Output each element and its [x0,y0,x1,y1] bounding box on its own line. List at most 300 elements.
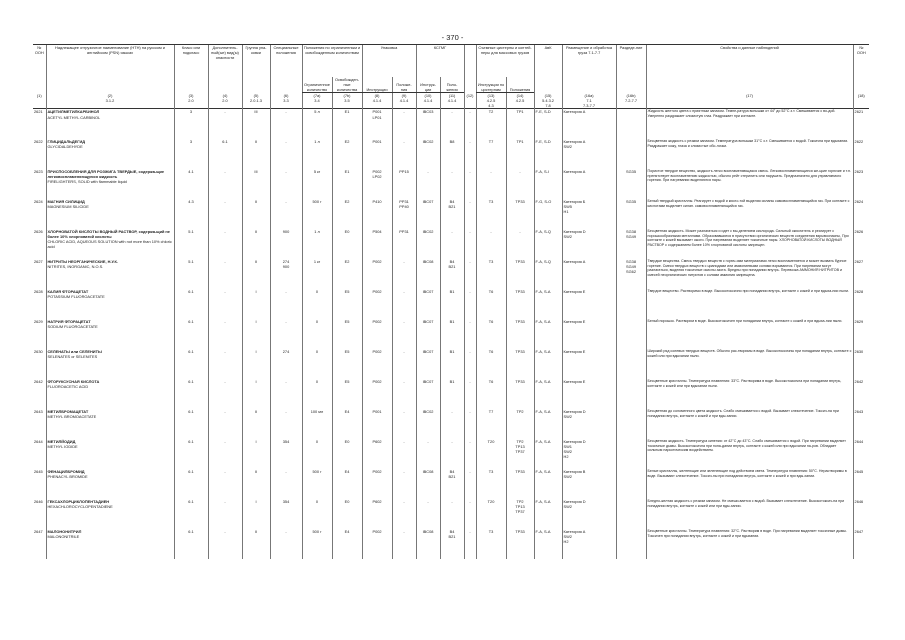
ems: F-A, S-A [534,379,562,409]
ibc-instruction: IBC07 [416,379,440,409]
special-provisions: - [270,469,302,499]
excepted-quantity: E4 [332,529,362,559]
class: 3 [174,139,208,169]
properties: Широкий ряд солевых твердых веществ. Обычно рас-творимы в воде. Высокотоксичны при попадании внутрь, контакте с кожей или при вдыхании пыли. [646,349,853,379]
properties: Бесцветные кристаллы. Температура плавления: 33°C. Растворима в воде. Высокотоксична при попадании внутрь, контакте с кожей или при вдыхании пыли. [646,379,853,409]
col-un: № ООН [33,45,46,93]
ibc-instruction: IBC07 [416,319,440,349]
excepted-quantity: E2 [332,199,362,229]
properties: Бесцветная жидкость. Может разлагаться и идет с вы-делением кислорода. Сильный окислитель и реагирует с порошкообразными металлами. Образовавшиеся в присутствии органических веществ соединения взрывоопасны. При контакте с кожей вызывает ожоги. При нагревании выделяет токсичные пары. ХЛОРНОВАТОЙ КИСЛОТЫ ВОДНЫЙ РАСТВОР с содержанием более 10% хлорноватой кислоты запрещен. [646,229,853,259]
sub-tank-instr: Инструкции по цистернам [476,77,506,93]
un-number: 2622 [34,138,43,144]
un-number: 2630 [34,348,43,354]
special-provisions: 900 [270,229,302,259]
un-number: 2627 [34,258,43,264]
packing-instruction: P002 LP02 [362,169,392,199]
packing-provision: - [392,469,416,499]
class: 4.3 [174,199,208,229]
limited-quantity: 500 г [302,199,332,229]
column-number: (5) 2.0.1.3 [242,93,270,109]
name-ru: ГЛИЦИДАЛЬДЕГИД [47,138,86,144]
column-number: (11) 4.1.4 [440,93,464,109]
class: 6.1 [174,439,208,469]
ibc-instruction: - [416,169,440,199]
col-12-cell: - [464,409,476,439]
subsidiary-risk: - [208,199,242,229]
name-ru: ФТОРУКСУСНАЯ КИСЛОТА [47,378,100,384]
special-provisions: - [270,109,302,139]
tank-provision: TP2 TP13 TP37 [506,439,534,469]
ems: F-A, S-A [534,349,562,379]
col-12-cell: - [464,109,476,139]
proper-shipping-name [46,349,174,379]
page-number: - 370 - [441,33,464,42]
col-12-cell: - [464,469,476,499]
excepted-quantity: E4 [332,409,362,439]
stowage: Категория А [562,169,616,199]
ems: F-A, S-A [534,409,562,439]
packing-group: II [242,259,270,289]
ibc-provision: B4 B21 [440,199,464,229]
col-12-cell: - [464,199,476,229]
limited-quantity: 100 мл [302,409,332,439]
name-en: FIRELIGHTERS, SOLID with flammable liquid [47,179,127,185]
excepted-quantity: E0 [332,439,362,469]
proper-shipping-name [46,229,174,259]
ibc-instruction: - [416,499,440,529]
packing-group: II [242,229,270,259]
ibc-provision: B1 [440,289,464,319]
name-en: MALONONITRILE [47,534,80,540]
ibc-provision: B8 [440,139,464,169]
segregation [616,499,646,529]
stowage: Категория A SW2 H2 [562,529,616,559]
tank-provision: TP33 [506,469,534,499]
column-number: (1) [36,92,42,98]
subsidiary-risk: - [208,109,242,139]
ibc-provision: B4 B21 [440,529,464,559]
excepted-quantity: E5 [332,289,362,319]
tank-provision: - [506,169,534,199]
special-provisions: - [270,199,302,229]
packing-instruction: P002 [362,259,392,289]
column-number: (9) 4.1.4 [392,93,416,109]
proper-shipping-name [46,499,174,529]
un-number-right: 2629 [853,319,869,349]
properties: Пористое твердое вещество, жидкость легко воспламеняющаяся смесь. Легковоспламеняющиеся же-цкие горючие и т.п. препятствует воспламенению жидкостью, обычно рейт стерилить или нарушать. Предназначено для управляемого горения. При нагревании выделяются пары. [646,169,853,199]
limited-quantity: 5 кг [302,169,332,199]
ibc-provision: B4 B21 [440,469,464,499]
stowage: Категория А SW2 [562,139,616,169]
ems: F-A, S-I [534,169,562,199]
packing-instruction: P002 [362,349,392,379]
stowage: Категория E [562,319,616,349]
packing-instruction: P001 LP01 [362,109,392,139]
un-number-right: 2621 [853,109,869,139]
stowage: Категория D SW2 [562,409,616,439]
ibc-instruction: IBC07 [416,349,440,379]
properties: Бесцветная жидкость с резким запахом. Температура вспышки 31°С з.т. Смешивается с водой. Токсична при вдыхании. Раздражает кожу, глаза и слизистые обо-лочки. [646,139,853,169]
un-number: 2626 [34,228,43,234]
column-numbers-row [33,93,869,109]
packing-provision: - [392,529,416,559]
name-en: HEXACHLOROCYCLOPENTADIENE [47,504,113,510]
packing-group: I [242,499,270,529]
properties: Белые кристаллы, желтеющие или зеленеющие под действием света. Температура плавления: 50°C. Нерастворимы в воде. Вызывают слезотечение. Токсич-ны при попадании внутрь, контакте с кожей и при вды-хании. [646,469,853,499]
ibc-instruction: IBC08 [416,259,440,289]
sub-limited: Ограниченное количество [302,77,332,93]
column-number: (16b) 7.2-7.7 [616,93,646,109]
tank-provision: TP1 [506,139,534,169]
ems: F-A, S-A [534,319,562,349]
name-en: CHLORIC ACID, AQUEOUS SOLUTION with not more than 10% chloric acid [47,239,172,250]
packing-group: II [242,409,270,439]
name-ru: НИТРИТЫ НЕОРГАНИЧЕСКИЕ, Н.У.К. [47,258,118,264]
class: 5.1 [174,259,208,289]
packing-provision: - [392,259,416,289]
table-row [33,379,869,409]
ems: F-A, S-A [534,469,562,499]
segregation [616,379,646,409]
column-number: (13) 4.2.5 4.3 [476,93,506,109]
segregation [616,529,646,559]
proper-shipping-name [46,379,174,409]
table-row [33,289,869,319]
special-provisions: - [270,169,302,199]
class: 6.1 [174,289,208,319]
name-ru: ХЛОРНОВАТОЙ КИСЛОТЫ ВОДНЫЙ РАСТВОР, содержа-щий не более 10% хлорноватой кислоты [47,228,170,240]
proper-shipping-name [46,259,174,289]
un-number: 2645 [34,468,43,474]
un-number-right: 2623 [853,169,869,199]
class: 6.1 [174,499,208,529]
table-row [33,229,869,259]
name-en: ACETYL METHYL CARBINOL [47,114,101,120]
col-12-cell: - [464,439,476,469]
packing-provision: - [392,289,416,319]
ems: F-E, S-D [534,139,562,169]
tank-provision: TP33 [506,289,534,319]
column-number: (2) 3.1.2 [46,93,174,109]
special-provisions: - [270,139,302,169]
packing-instruction: P001 [362,139,392,169]
col-12-cell: - [464,289,476,319]
segregation [616,439,646,469]
sub-ibc-instr: Инструк-ции [416,77,440,93]
limited-quantity: 1 л [302,229,332,259]
packing-group: I [242,289,270,319]
ibc-provision: - [440,409,464,439]
col-12 [464,45,476,93]
proper-shipping-name [46,109,174,139]
class: 6.1 [174,319,208,349]
packing-provision: - [392,439,416,469]
stowage: Категория D SW2 [562,229,616,259]
proper-shipping-name [46,409,174,439]
table-row [33,409,869,439]
column-number: (4) 2.0 [208,93,242,109]
name-en: MAGNESIUM SILICIDE [47,204,89,210]
packing-provision: - [392,499,416,529]
limited-quantity: 0 [302,349,332,379]
col-12-cell: - [464,229,476,259]
name-ru: СЕЛЕНАТЫ или СЕЛЕНИТЫ [47,348,102,354]
packing-provision: - [392,319,416,349]
col-12-cell: - [464,349,476,379]
col-packing-group: Группа упа-ковки [242,45,270,93]
packing-provision: - [392,139,416,169]
excepted-quantity: E2 [332,139,362,169]
class: 6.1 [174,379,208,409]
stowage: Категория E [562,289,616,319]
segregation [616,139,646,169]
un-number: 2647 [34,528,43,534]
table-row [33,169,869,199]
name-en: METHYL IODIDE [47,444,78,450]
limited-quantity: 0 [302,379,332,409]
limited-quantity: 5 л [302,109,332,139]
packing-group: I [242,349,270,379]
ems: F-E, S-D [534,109,562,139]
special-provisions: - [270,319,302,349]
proper-shipping-name [46,319,174,349]
ibc-instruction: IBC08 [416,469,440,499]
col-packaging: Упаковка [362,45,416,78]
name-en: NITRITES, INORGANIC, N.O.S. [47,264,104,270]
tank-instruction: T3 [476,469,506,499]
tank-provision: TP33 [506,319,534,349]
tank-provision: - [506,229,534,259]
tank-instruction: T6 [476,289,506,319]
name-en: METHYL BROMOACETATE [47,414,97,420]
col-ems: АвК [534,45,562,93]
table-row [33,199,869,229]
column-number: (14) 4.2.5 [506,93,534,109]
subsidiary-risk: 6.1 [208,139,242,169]
packing-provision: PP15 [392,169,416,199]
subsidiary-risk: - [208,439,242,469]
stowage: Категория D SW1 SW2 H2 [562,439,616,469]
stowage: Категория B SW2 [562,469,616,499]
special-provisions: - [270,289,302,319]
name-ru: НАТРИЯ ФТОРАЦЕТАТ [47,318,91,324]
subsidiary-risk: - [208,259,242,289]
col-class: Класс или подкласс [174,45,208,93]
packing-instruction: P602 [362,439,392,469]
name-ru: ГЕКСАХЛОРЦИКЛОПЕНТАДИЕН [47,498,110,504]
tank-provision: TP33 [506,349,534,379]
stowage: Категория E [562,379,616,409]
un-number: 2624 [34,198,43,204]
proper-shipping-name [46,289,174,319]
segregation [616,409,646,439]
col-tanks: Съемные цистерны и контей-неры для массовых грузов [476,45,534,78]
ibc-provision: B4 B21 [440,259,464,289]
excepted-quantity: E2 [332,259,362,289]
properties: Бесцветная жидкость. Температура кипения: от 42°C до 43°C. Слабо смешивается с водой. При нагревании выделяет токсичные дымы. Высокотоксична при попа-дании внутрь, контакте с кожей или при вдыхании па-ров. Обладает сильным наркотическим воздействием. [646,439,853,469]
ibc-provision: - [440,169,464,199]
column-number: (18) [853,93,869,109]
packing-group: II [242,529,270,559]
packing-group: I [242,379,270,409]
special-provisions: 354 [270,499,302,529]
tank-instruction: T3 [476,199,506,229]
proper-shipping-name [46,469,174,499]
tank-instruction: T20 [476,499,506,529]
packing-instruction: P002 [362,319,392,349]
special-provisions: - [270,379,302,409]
packing-instruction: P410 [362,199,392,229]
un-number-right: 2646 [853,499,869,529]
name-ru: ПРИСПОСОБЛЕНИЯ ДЛЯ РОЗЖИГА ТВЕРДЫЕ, содержа-щие легковоспламеняющуюся жидкость [47,168,165,180]
column-number: (10) 4.1.4 [416,93,440,109]
class: 6.1 [174,469,208,499]
segregation [616,289,646,319]
packing-group: III [242,169,270,199]
special-provisions: 354 [270,439,302,469]
segregation: SG35 [616,169,646,199]
proper-shipping-name [46,439,174,469]
col-un-right: № ООН [853,45,869,93]
proper-shipping-name [46,529,174,559]
tank-provision: TP1 [506,109,534,139]
tank-provision: TP33 [506,199,534,229]
un-number-right: 2630 [853,349,869,379]
packing-group: I [242,439,270,469]
subsidiary-risk: - [208,469,242,499]
name-ru: МАГНИЯ СИЛИЦИД [47,198,85,204]
un-number-right: 2643 [853,409,869,439]
column-number: (8) 4.1.4 [362,93,392,109]
properties: Твердое вещество. Растворимо в воде. Высокотоксично при попадании внутрь, контакте с кожей и при вдыха-нии пыли. [646,289,853,319]
excepted-quantity: E5 [332,319,362,349]
proper-shipping-name [46,139,174,169]
packing-instruction: P504 [362,229,392,259]
column-number: (17) [646,93,853,109]
col-12-cell: - [464,259,476,289]
subsidiary-risk: - [208,319,242,349]
packing-group: III [242,109,270,139]
packing-instruction: P002 [362,469,392,499]
name-en: GLYCIDALDEHYDE [47,144,83,150]
tank-instruction: T20 [476,439,506,469]
ibc-provision: B1 [440,379,464,409]
tank-provision: TP33 [506,259,534,289]
ibc-instruction: - [416,439,440,469]
sub-prov: Положе-ния [392,77,416,93]
stowage: Категория E [562,349,616,379]
name-ru: МАЛОНОНИТРИЛ [47,528,82,534]
ibc-instruction: IBC02 [416,229,440,259]
properties: Бесцветные кристаллы. Температура плавления: 32°C. Растворим в воде. При нагревании выделяет токсичные дымы. Токсичен при попадании внутрь, контакте с кожей и при вдыхании. [646,529,853,559]
un-number: 2628 [34,288,43,294]
segregation [616,319,646,349]
col-12-cell: - [464,319,476,349]
packing-group: II [242,469,270,499]
un-number-right: 2644 [853,439,869,469]
properties: Бледно-желтая жидкость с резким запахом. Не смеши-вается с водой. Вызывает слезотечение. Высокотоксич-на при попадании внутрь, контакте с кожей или при вды-хании. [646,499,853,529]
un-number: 2629 [34,318,43,324]
ibc-provision: - [440,499,464,529]
tank-instruction: - [476,169,506,199]
un-number: 2644 [34,438,43,444]
segregation [616,469,646,499]
col-ibc: КСГМГ [416,45,464,78]
packing-instruction: P001 [362,409,392,439]
column-number: (6) 3.3 [270,93,302,109]
name-ru: КАЛИЯ ФТОРАЦЕТАТ [47,288,89,294]
tank-instruction: - [476,229,506,259]
un-number-right: 2627 [853,259,869,289]
table-row [33,139,869,169]
ems: F-A, S-A [534,499,562,529]
col-subsidiary: Дополнитель-ный(ые) вид(ы) опасности [208,45,242,93]
ems: F-A, S-A [534,439,562,469]
subsidiary-risk: - [208,379,242,409]
column-number: (16a) 7.1 7.3-7.7 [562,93,616,109]
tank-provision: TP33 [506,529,534,559]
class: 6.1 [174,529,208,559]
tank-instruction: T6 [476,319,506,349]
dangerous-goods-list-table [33,44,869,559]
ibc-instruction: IBC02 [416,409,440,439]
un-number-right: 2628 [853,289,869,319]
packing-provision: - [392,379,416,409]
proper-shipping-name [46,199,174,229]
excepted-quantity: E0 [332,229,362,259]
table-body [33,109,869,559]
subsidiary-risk: - [208,349,242,379]
segregation [616,109,646,139]
limited-quantity: 0 [302,319,332,349]
col-12-cell: - [464,139,476,169]
sub-instr: Инструкции [362,77,392,93]
ibc-instruction: IBC07 [416,199,440,229]
tank-provision: TP2 TP13 TP37 [506,499,534,529]
ibc-instruction: IBC02 [416,139,440,169]
un-number-right: 2626 [853,229,869,259]
special-provisions: - [270,529,302,559]
segregation: SG38 SG49 [616,229,646,259]
segregation: SG35 [616,199,646,229]
stowage: Категория А [562,109,616,139]
class: 6.1 [174,349,208,379]
ibc-instruction: IBC07 [416,289,440,319]
column-number: (7b) 3.5 [332,93,362,109]
packing-instruction: P002 [362,529,392,559]
tank-instruction: T6 [476,349,506,379]
un-number: 2646 [34,498,43,504]
limited-quantity: 1 л [302,139,332,169]
name-en: PHENACYL BROMIDE [47,474,88,480]
properties: Белый твердый кристаллы. Реагирует с водой и кисло-той выделяя силаны самовоспламеняющийся газ. При контакте с кислотами выделяет силан. самовоспламеняющийся газ. [646,199,853,229]
excepted-quantity: E5 [332,349,362,379]
un-number: 2621 [34,109,43,115]
column-number: (12) [464,93,476,109]
tank-instruction: T3 [476,259,506,289]
sub-ibc-prov: Поло-жения [440,77,464,93]
un-number-right: 2642 [853,379,869,409]
table-header [33,45,869,109]
properties: Твердые вещества. Смесь твердых веществ с горюч-ими материалами легко воспламеняется и может вызвать бурное горение. Смеси твердых веществ с цианидами или аммониевыми солями взрываются. При нагревании могут разлагаться, выделяя токсичные окислы азота. Вредны при попадании внутрь. Перевозка АММОНИЯ НИТРИТОВ и смесей неорганических нитритов с солями аммония запрещена. [646,259,853,289]
un-number-right: 2647 [853,529,869,559]
subsidiary-risk: - [208,499,242,529]
properties: Белый порошок. Растворим в воде. Высокотоксичен при попадании внутрь, контакте с кожей и при вдыха-нии пыли. [646,319,853,349]
limited-quantity: 1 кг [302,259,332,289]
segregation: SG38 SG49 SG62 [616,259,646,289]
segregation [616,349,646,379]
tank-instruction: T3 [476,529,506,559]
